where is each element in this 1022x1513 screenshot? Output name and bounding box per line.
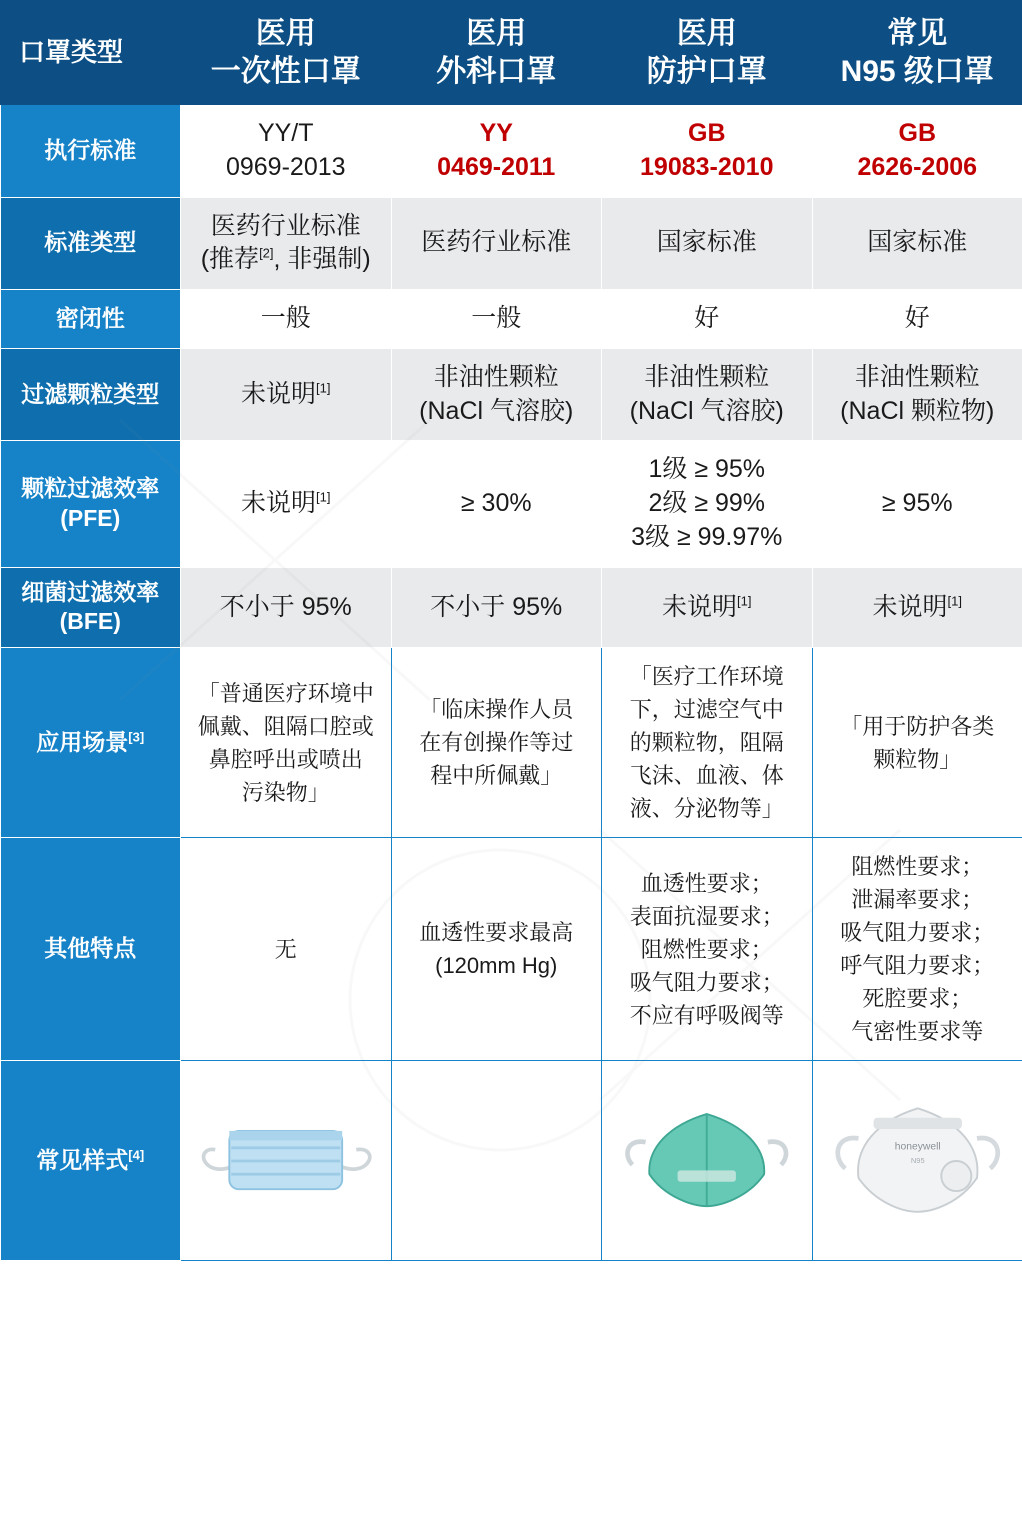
row-label-3: 过滤颗粒类型 [1,348,181,441]
cell-r1-c0: 医药行业标准 (推荐[2], 非强制) [181,197,392,290]
header-col-1-line1: 医用 [466,17,527,50]
cell-r5-c0: 不小于 95% [181,567,392,648]
table-row [1,348,1022,441]
cell-r4-c2: 1级 ≥ 95% 2级 ≥ 99% 3级 ≥ 99.97% [602,441,813,567]
cell-r1-c3: 国家标准 [812,197,1022,290]
header-col-2-line1: 医用 [676,17,737,50]
row-label-0: 执行标准 [1,105,181,198]
table-row [1,838,1022,1061]
disposable-medical-mask-photo [181,1061,392,1261]
header-cell-label: 口罩类型 [1,1,181,105]
header-cell-col-1 [391,1,602,105]
cell-r3-c3: 非油性颗粒 (NaCl 颗粒物) [812,348,1022,441]
cell-r7-c1: 血透性要求最高 (120mm Hg) [391,838,602,1061]
row-label-1: 标准类型 [1,197,181,290]
cell-r4-c0: 未说明[1] [181,441,392,567]
row-label-6: 应用场景[3] [1,648,181,838]
cell-r0-c0: YY/T 0969-2013 [181,105,392,198]
header-cell-col-2 [602,1,813,105]
header-cell-col-3 [812,1,1022,105]
cell-r0-c2: GB 19083-2010 [602,105,813,198]
header-col-0-line2: 一次性口罩 [210,54,361,88]
cell-r0-c3: GB 2626-2006 [812,105,1022,198]
cell-r3-c0: 未说明[1] [181,348,392,441]
cell-r6-c3: 「用于防护各类 颗粒物」 [812,648,1022,838]
cell-r2-c2: 好 [602,290,813,349]
cell-r1-c1: 医药行业标准 [391,197,602,290]
row-label-4: 颗粒过滤效率(PFE) [1,441,181,567]
row-label-2: 密闭性 [1,290,181,349]
header-cell-col-0 [181,1,392,105]
header-col-0-line1: 医用 [255,17,316,50]
header-col-3-line1: 常见 [887,17,948,50]
svg-text:N95: N95 [910,1155,925,1165]
table-row [1,567,1022,648]
cell-r2-c0: 一般 [181,290,392,349]
cell-r6-c1: 「临床操作人员 在有创操作等过 程中所佩戴」 [391,648,602,838]
cell-r5-c3: 未说明[1] [812,567,1022,648]
cell-r2-c1: 一般 [391,290,602,349]
cell-r4-c3: ≥ 95% [812,441,1022,567]
table-header-row [1,1,1022,105]
table-row [1,105,1022,198]
header-col-3-line2: N95 级口罩 [840,54,994,88]
cell-r5-c1: 不小于 95% [391,567,602,648]
header-col-2-line2: 防护口罩 [646,54,767,88]
cell-r3-c1: 非油性颗粒 (NaCl 气溶胶) [391,348,602,441]
cell-r6-c0: 「普通医疗环境中 佩戴、阻隔口腔或 鼻腔呼出或喷出 污染物」 [181,648,392,838]
surgical-mask-photo [391,1061,602,1261]
cell-r7-c3: 阻燃性要求； 泄漏率要求； 吸气阻力要求； 呼气阻力要求； 死腔要求； 气密性要求等 [812,838,1022,1061]
cell-r6-c2: 「医疗工作环境 下，过滤空气中 的颗粒物，阻隔 飞沫、血液、体 液、分泌物等」 [602,648,813,838]
table-row [1,441,1022,567]
header-col-1-line2: 外科口罩 [436,54,557,88]
row-label-5: 细菌过滤效率(BFE) [1,567,181,648]
cell-r0-c1: YY 0469-2011 [391,105,602,198]
cell-r1-c2: 国家标准 [602,197,813,290]
cell-r3-c2: 非油性颗粒 (NaCl 气溶胶) [602,348,813,441]
table-row [1,197,1022,290]
medical-protective-mask-photo [602,1061,813,1261]
n95-mask-photo [812,1061,1022,1261]
table-row [1,290,1022,349]
table-row [1,648,1022,838]
svg-text:honeywell: honeywell [894,1141,941,1153]
row-label-common-styles: 常见样式[4] [1,1061,181,1261]
table-header [1,1,1022,105]
cell-r5-c2: 未说明[1] [602,567,813,648]
row-label-7: 其他特点 [1,838,181,1061]
table-row-images [1,1061,1022,1261]
table-body [1,105,1022,1261]
cell-r7-c2: 血透性要求； 表面抗湿要求； 阻燃性要求； 吸气阻力要求； 不应有呼吸阀等 [602,838,813,1061]
cell-r2-c3: 好 [812,290,1022,349]
cell-r7-c0: 无 [181,838,392,1061]
cell-r4-c1: ≥ 30% [391,441,602,567]
